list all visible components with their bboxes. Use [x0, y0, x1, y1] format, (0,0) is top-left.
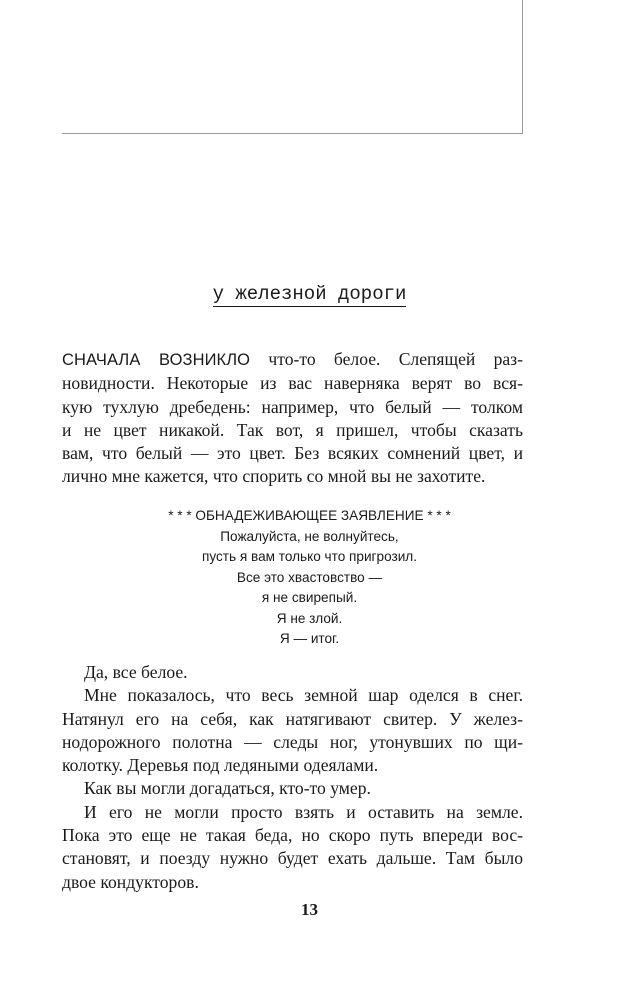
body-line-10: двое кондукторов. [62, 871, 199, 892]
body-line-1: Да, все белое. [84, 662, 188, 682]
lead-in-caps: СНАЧАЛА ВОЗНИКЛО [62, 351, 251, 369]
intro-paragraph [62, 348, 523, 489]
body-line-8: Пока это еще не такая беда, но скоро путь впереди вос- [62, 825, 523, 846]
intro-line-2: новидности. Некоторые из вас наверняка верят во вся- [62, 373, 523, 394]
statement-line-6: Я — итог. [279, 631, 340, 646]
statement-line-5: Я не злой. [276, 610, 343, 626]
intro-line-1-text: что-то белое. Слепящей раз- [250, 349, 523, 369]
reassuring-statement [0, 506, 619, 650]
chapter-title-text: у железной дороги [212, 283, 407, 305]
intro-line-3: кую тухлую дребедень: например, что белый — толком [62, 396, 523, 417]
chapter-title [0, 281, 619, 307]
intro-line-4: и не цвет никакой. Так вот, я пришел, чтобы сказать [62, 419, 523, 440]
body-line-9: становят, и поезду нужно будет ехать дальше. Там было [62, 848, 523, 869]
statement-line-2: пусть я вам только что пригрозил. [201, 549, 418, 564]
statement-line-1: Пожалуйста, не волнуйтесь, [220, 528, 399, 544]
body-line-5: колотку. Деревья под ледяными одеялами. [62, 755, 379, 776]
page-number: 13 [301, 900, 318, 919]
body-line-4: нодорожного полотна — следы ног, утонувших по щи- [62, 731, 523, 752]
intro-line-1 [62, 348, 523, 372]
body-line-2: Мне показалось, что весь земной шар оделся в снег. [84, 685, 523, 706]
statement-line-4: я не свирепый. [261, 590, 358, 605]
intro-line-6: лично мне кажется, что спорить со мной вы не захотите. [62, 466, 486, 487]
body-text [62, 661, 523, 894]
body-line-7: И его не могли просто взять и оставить на земле. [84, 801, 523, 822]
statement-heading: * * * ОБНАДЕЖИВАЮЩЕЕ ЗАЯВЛЕНИЕ * * * [168, 508, 451, 523]
body-line-6: Как вы могли догадаться, кто-то умер. [84, 778, 371, 799]
body-line-3: Натянул его на себя, как натягивают свитер. У желез- [62, 708, 523, 729]
header-frame [62, 0, 523, 134]
intro-line-5: вам, что белый — это цвет. Без всяких сомнений цвет, и [62, 443, 523, 464]
statement-line-3: Все это хвастовство — [236, 569, 383, 585]
